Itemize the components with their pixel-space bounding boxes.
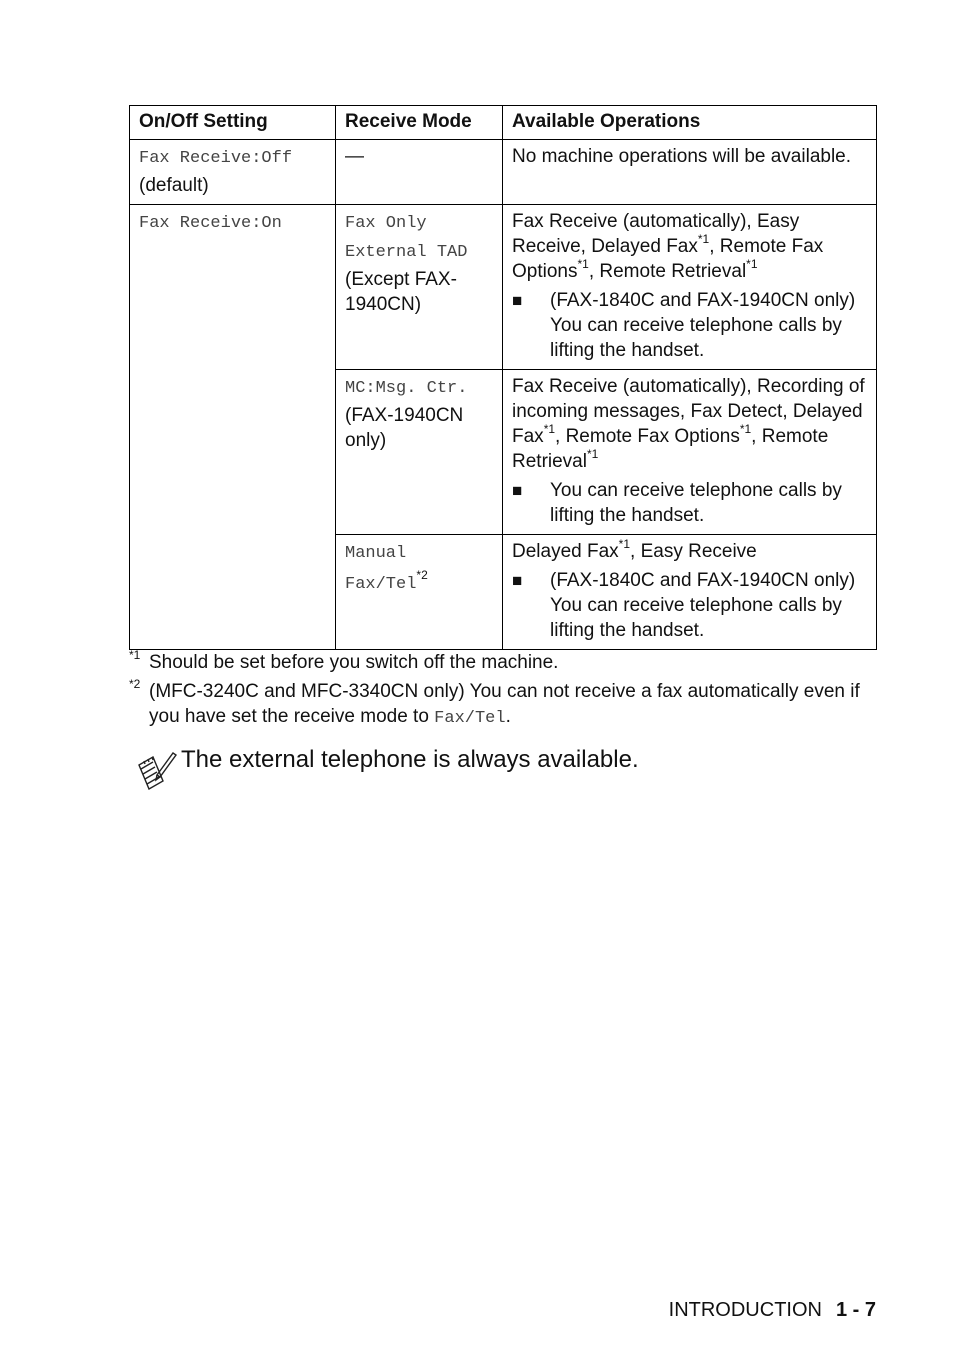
footnote-mark: *1 [543, 421, 556, 436]
tip-note [135, 745, 639, 791]
ops-cell [503, 535, 877, 650]
mode-cell [336, 370, 503, 535]
footnote-mono: Fax/Tel [434, 709, 506, 728]
setting-default-text: (default) [139, 175, 209, 196]
footnote-mark: *1 [697, 231, 710, 246]
footnote-text: (MFC-3240C and MFC-3340CN only) You can not receive a fax automatically even if you have set the receive mode to [149, 681, 860, 727]
footnote-mark: *1 [577, 256, 589, 271]
header-receive-mode: Receive Mode [336, 106, 503, 140]
footnote-mark: *1 [739, 421, 752, 436]
table-header-row [130, 106, 877, 140]
ops-text: Delayed Fax$^{*1}$, Easy Receive [512, 536, 757, 562]
mode-manual: Manual [345, 544, 407, 563]
bullet-square-icon: ■ [512, 571, 523, 590]
bullet-item [512, 478, 867, 528]
bullet-item [512, 288, 867, 363]
ops-cell [503, 140, 877, 205]
tip-text: The external telephone is always available. [181, 746, 639, 773]
receive-mode-table [129, 105, 877, 650]
footnote-1 [129, 647, 889, 675]
footnotes [129, 647, 889, 735]
ops-cell [503, 370, 877, 535]
footnote-2: $^{*2}$ (MFC-3240C and MFC-3340CN only) You can not receive a fax automatically even if you have set the receive mode to Fax/Tel. [129, 676, 860, 728]
footnote-mark: *1 [129, 647, 141, 662]
bullet-square-icon: ■ [512, 481, 523, 500]
page-number: 1 - 7 [835, 1299, 876, 1321]
table-row [130, 140, 877, 205]
footnote-mark: *2 [416, 567, 428, 582]
mode-dash: — [345, 146, 364, 167]
mode-note: (Except FAX-1940CN) [345, 269, 457, 315]
setting-off-mono: Fax Receive:Off [139, 149, 293, 168]
header-available-operations: Available Operations [503, 106, 877, 140]
mode-external-tad: External TAD [345, 243, 468, 262]
table-row [130, 205, 877, 370]
section-name: INTRODUCTION [668, 1299, 822, 1321]
page-footer [669, 1299, 876, 1322]
mode-note: (FAX-1940CN only) [345, 405, 464, 451]
footnote-mark: *1 [618, 536, 631, 551]
ops-text: No machine operations will be available. [512, 146, 852, 167]
bullet-text: (FAX-1840C and FAX-1940CN only) You can receive telephone calls by lifting the handset. [550, 570, 856, 641]
mode-msg-ctr: MC:Msg. Ctr. [345, 379, 468, 398]
mode-fax-only: Fax Only [345, 214, 427, 233]
bullet-text: (FAX-1840C and FAX-1940CN only) You can receive telephone calls by lifting the handset. [550, 290, 856, 361]
mode-cell [336, 535, 503, 650]
ops-text: Fax Receive (automatically), Easy Receive, Delayed Fax$^{*1}$, Remote Fax Options$^{*1}$, Remote Retrieval$^{*1}$ [512, 211, 824, 282]
footnote-text: Should be set before you switch off the machine. [149, 652, 559, 673]
bullet-item [512, 568, 867, 643]
header-on-off-setting: On/Off Setting [130, 106, 336, 140]
ops-text: Fax Receive (automatically), Recording of incoming messages, Fax Detect, Delayed Fax$^{*1}$, Remote Fax Options$^{*1}$, Remote Retrieval$^{*1}$ [512, 376, 865, 472]
footnote-mark: *1 [746, 256, 758, 271]
footnote-mark: *1 [586, 446, 599, 461]
mode-cell [336, 205, 503, 370]
note-pencil-icon [135, 745, 177, 791]
bullet-square-icon: ■ [512, 291, 523, 310]
setting-cell [130, 205, 336, 650]
mode-cell [336, 140, 503, 205]
setting-cell [130, 140, 336, 205]
ops-cell [503, 205, 877, 370]
mode-fax-tel: Fax/Tel [345, 575, 417, 594]
bullet-text: You can receive telephone calls by lifting the handset. [550, 480, 842, 526]
footnote-mark: *2 [129, 676, 141, 691]
mode-fax-tel-line [345, 568, 493, 599]
setting-on-mono: Fax Receive:On [139, 214, 282, 233]
